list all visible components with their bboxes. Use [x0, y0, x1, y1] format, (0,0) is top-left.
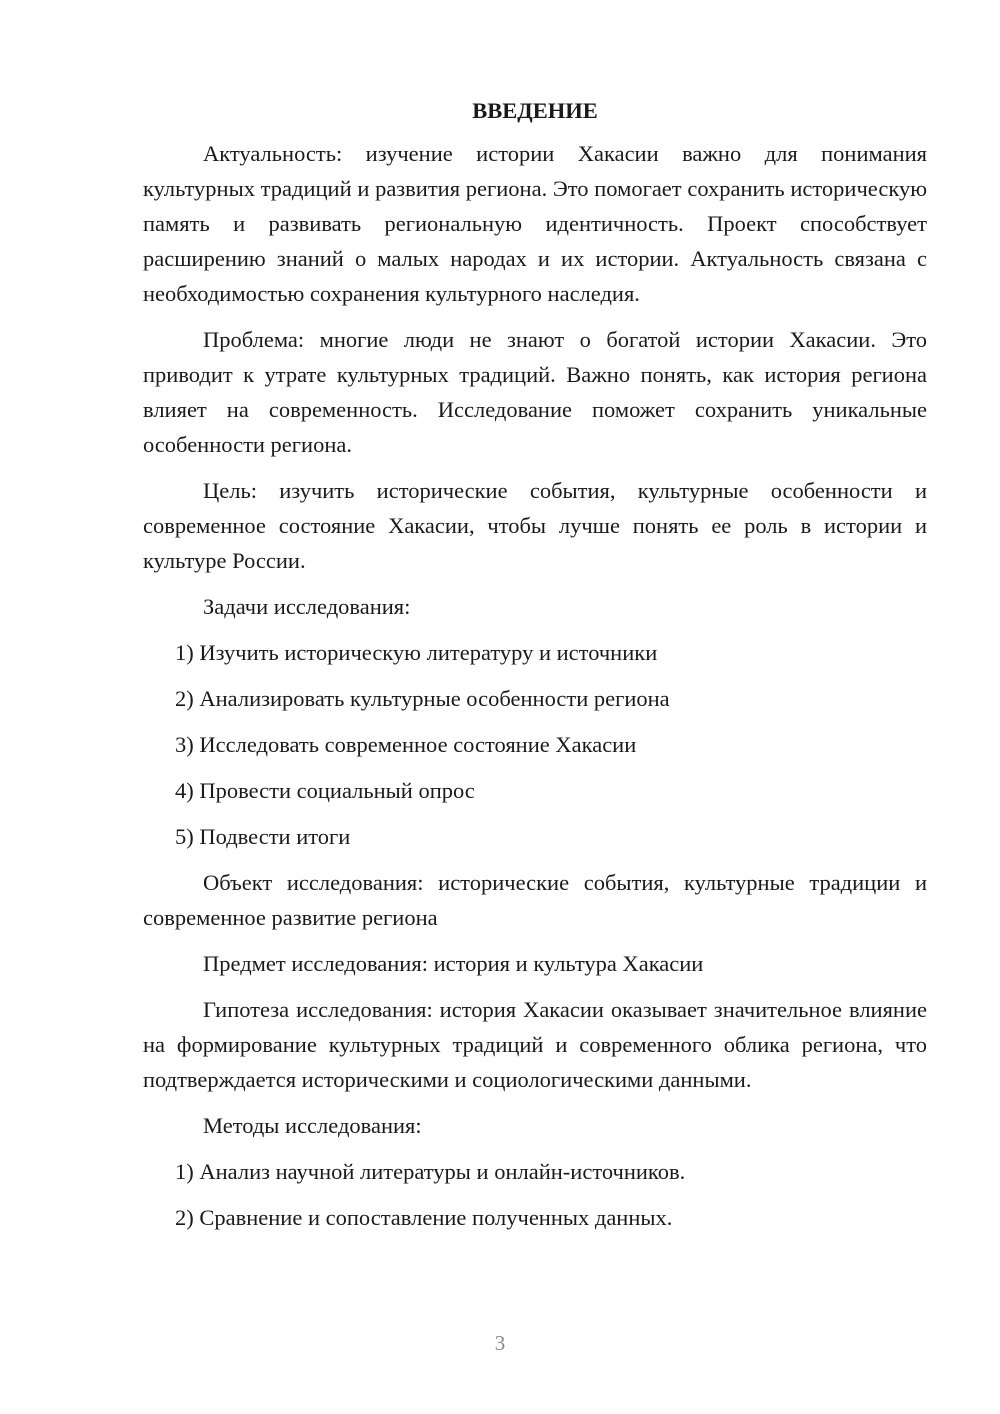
method-item: 1) Анализ научной литературы и онлайн-источников. — [175, 1159, 686, 1184]
subject-paragraph: Предмет исследования: история и культура Хакасии — [203, 951, 704, 976]
tasks-heading: Задачи исследования: — [203, 594, 411, 619]
task-item: 2) Анализировать культурные особенности региона — [175, 686, 670, 711]
methods-heading: Методы исследования: — [203, 1113, 422, 1138]
goal-paragraph: Цель: изучить исторические события, культурные особенности и современное состояние Хакасии, чтобы лучше понять ее роль в истории и культуре России. — [143, 478, 927, 573]
task-item: 1) Изучить историческую литературу и источники — [175, 640, 658, 665]
object-paragraph: Объект исследования: исторические события, культурные традиции и современное развитие региона — [143, 870, 927, 930]
task-item: 3) Исследовать современное состояние Хакасии — [175, 732, 637, 757]
problem-paragraph: Проблема: многие люди не знают о богатой истории Хакасии. Это приводит к утрате культурных традиций. Важно понять, как история региона влияет на современность. Исследование поможет сохранить уникальные особенности региона. — [143, 327, 927, 457]
task-item: 4) Провести социальный опрос — [175, 778, 475, 803]
page-number: 3 — [494, 1331, 506, 1355]
section-title: ВВЕДЕНИЕ — [472, 98, 598, 123]
relevance-paragraph: Актуальность: изучение истории Хакасии важно для понимания культурных традиций и развития региона. Это помогает сохранить историческую память и развивать региональную идентичность. Проект способствует расширению знаний о малых народах и их истории. Актуальность связана с необходимостью сохранения культурного наследия. — [143, 141, 927, 306]
page-content — [143, 96, 927, 1246]
method-item: 2) Сравнение и сопоставление полученных данных. — [175, 1205, 673, 1230]
task-item: 5) Подвести итоги — [175, 824, 351, 849]
hypothesis-paragraph: Гипотеза исследования: история Хакасии оказывает значительное влияние на формирование культурных традиций и современного облика региона, что подтверждается историческими и социологическими данными. — [143, 997, 927, 1092]
